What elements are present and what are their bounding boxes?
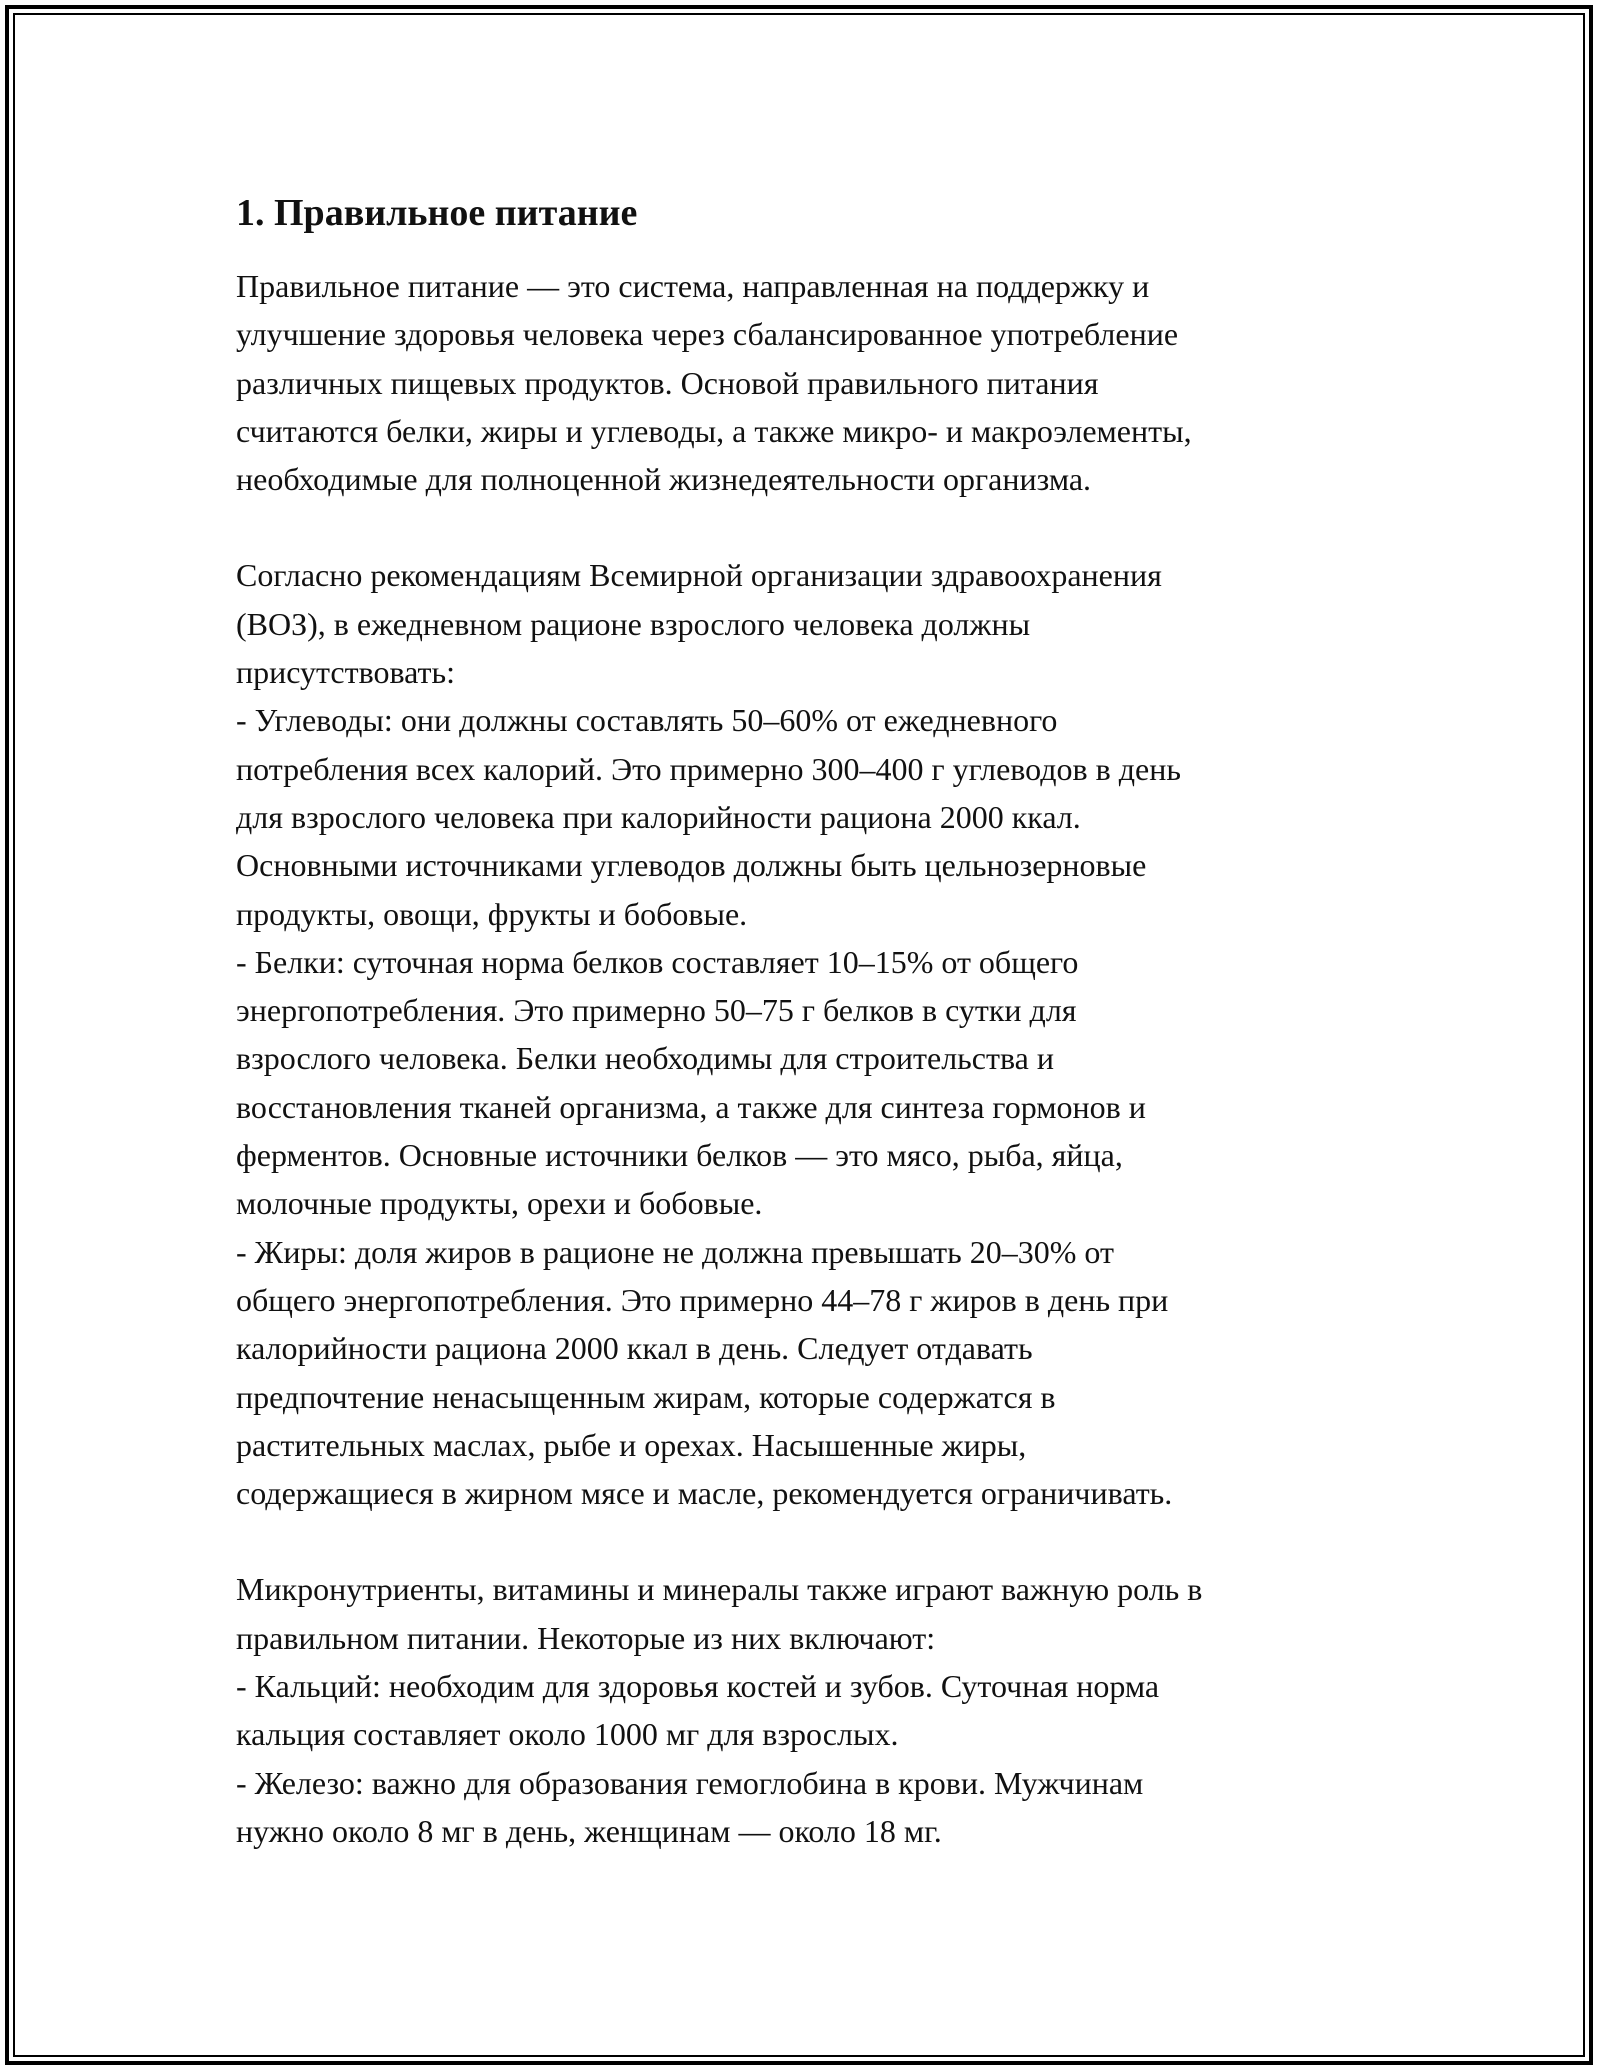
text-line: кальция составляет около 1000 мг для взрослых.	[236, 1716, 899, 1753]
text-line: растительных маслах, рыбе и орехах. Насышенные жиры,	[236, 1426, 1027, 1463]
text-line: - Белки: суточная норма белков составляет 10–15% от общего	[236, 943, 1079, 980]
text-line: Основными источниками углеводов должны быть цельнозерновые	[236, 847, 1147, 884]
text-line: различных пищевых продуктов. Основой правильного питания	[236, 364, 1099, 401]
text-line: - Жиры: доля жиров в рационе не должна превышать 20–30% от	[236, 1233, 1114, 1270]
text-line: содержащиеся в жирном мясе и масле, рекомендуется ограничивать.	[236, 1475, 1173, 1512]
text-line: потребления всех калорий. Это примерно 300–400 г углеводов в день	[236, 750, 1181, 787]
text-line: - Углеводы: они должны составлять 50–60% от ежедневного	[236, 702, 1058, 739]
text-line: Микронутриенты, витамины и минералы также играют важную роль в	[236, 1571, 1203, 1608]
text-line: считаются белки, жиры и углеводы, а также микро- и макроэлементы,	[236, 412, 1192, 449]
text-line: энергопотребления. Это примерно 50–75 г белков в сутки для	[236, 992, 1077, 1029]
text-line: Правильное питание — это система, направленная на поддержку и	[236, 268, 1150, 304]
text-line: - Кальций: необходим для здоровья костей и зубов. Суточная норма	[236, 1668, 1160, 1705]
section-heading: 1. Правильное питание	[236, 192, 638, 234]
document-body	[236, 188, 1406, 1903]
text-line: предпочтение ненасыщенным жирам, которые содержатся в	[236, 1378, 1056, 1415]
text-line: калорийности рациона 2000 ккал в день. Следует отдавать	[236, 1330, 1033, 1367]
text-line: (ВОЗ), в ежедневном рационе взрослого человека должны	[236, 605, 1031, 642]
text-line: правильном питании. Некоторые из них включают:	[236, 1619, 936, 1656]
text-line: присутствовать:	[236, 654, 456, 691]
text-line: улучшение здоровья человека через сбалансированное употребление	[236, 316, 1179, 353]
paragraph-intro	[236, 262, 1406, 503]
text-line: взрослого человека. Белки необходимы для строительства и	[236, 1040, 1054, 1077]
text-line: - Железо: важно для образования гемоглобина в крови. Мужчинам	[236, 1764, 1144, 1801]
text-line: Согласно рекомендациям Всемирной организации здравоохранения	[236, 557, 1162, 594]
text-line: продукты, овощи, фрукты и бобовые.	[236, 895, 748, 932]
text-line: нужно около 8 мг в день, женщинам — около 18 мг.	[236, 1812, 942, 1849]
text-line: необходимые для полноценной жизнедеятельности организма.	[236, 461, 1092, 498]
text-line: для взрослого человека при калорийности рациона 2000 ккал.	[236, 798, 1081, 835]
text-line: общего энергопотребления. Это примерно 44–78 г жиров в день при	[236, 1281, 1169, 1318]
text-line: ферментов. Основные источники белков — это мясо, рыба, яйца,	[236, 1137, 1123, 1174]
paragraph-who-recommendations	[236, 551, 1406, 1517]
text-line: восстановления тканей организма, а также для синтеза гормонов и	[236, 1088, 1146, 1125]
paragraph-micronutrients	[236, 1565, 1406, 1855]
text-line: молочные продукты, орехи и бобовые.	[236, 1185, 763, 1222]
